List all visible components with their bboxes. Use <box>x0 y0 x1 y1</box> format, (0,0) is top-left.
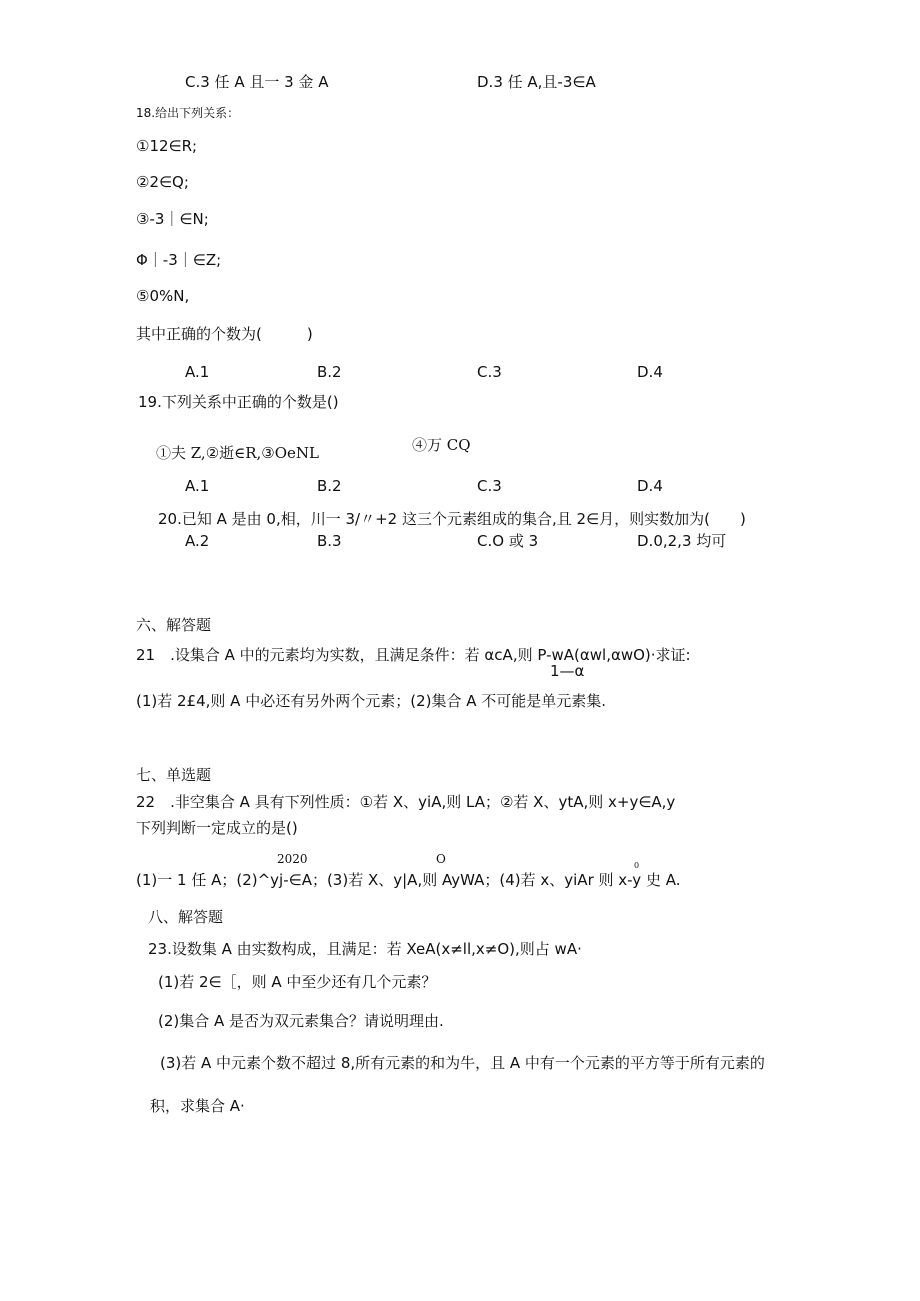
q22-stem: 22 .非空集合 A 具有下列性质：①若 X、yiA,则 LA；②若 X、ytA,则 x+y∈A,y <box>136 793 676 811</box>
q19-option-c: C.3 <box>477 477 502 495</box>
q19-stem: 19.下列关系中正确的个数是() <box>138 393 339 411</box>
q18-item-4: Φ｜-3｜∈Z; <box>136 251 222 269</box>
q21-denominator: 1—α <box>550 662 585 680</box>
q22-line2: 下列判断一定成立的是() <box>136 819 298 837</box>
q17-option-d: D.3 任 A,且-3∈A <box>477 73 596 91</box>
q18-item-3: ③-3｜∈N; <box>136 210 209 228</box>
q19-items-left: ①夫 Z,②逝∈R,③OeNL <box>156 444 320 462</box>
q20-option-b: B.3 <box>317 532 342 550</box>
q20-stem: 20.已知 A 是由 0,相，川一 3/〃+2 这三个元素组成的集合,且 2∈月，则实数加为( ) <box>158 510 746 528</box>
q18-item-1: ①12∈R; <box>136 137 198 155</box>
section-7-title: 七、单选题 <box>136 766 212 784</box>
q19-option-a: A.1 <box>185 477 210 495</box>
q18-item-2: ②2∈Q; <box>136 173 189 191</box>
section-8-title: 八、解答题 <box>148 908 224 926</box>
q21-parts: (1)若 2£4,则 A 中必还有另外两个元素；(2)集合 A 不可能是单元素集. <box>136 692 607 710</box>
q20-option-a: A.2 <box>185 532 210 550</box>
q19-items-right: ④万 CQ <box>412 436 471 454</box>
q18-option-c: C.3 <box>477 363 502 381</box>
q23-part-2: (2)集合 A 是否为双元素集合？请说明理由. <box>158 1012 444 1030</box>
q22-superscript-1: 2020 <box>277 852 308 866</box>
q22-options: (1)一 1 任 A；(2)^yj-∈A；(3)若 X、y|A,则 AyWA；(4)若 x、yiAr 则 x-y 史 A. <box>136 871 681 889</box>
q21-stem: 21 .设集合 A 中的元素均为实数，且满足条件：若 αcA,则 P-wA(αwl,αwO)·求证: <box>136 646 691 664</box>
q18-item-5: ⑤0%N, <box>136 287 190 305</box>
q19-option-d: D.4 <box>637 477 663 495</box>
q18-option-d: D.4 <box>637 363 663 381</box>
q20-option-d: D.0,2,3 均可 <box>637 532 727 550</box>
q23-part-3: (3)若 A 中元素个数不超过 8,所有元素的和为牛，且 A 中有一个元素的平方等于所有元素的 <box>160 1054 765 1072</box>
q20-option-c: C.O 或 3 <box>477 532 539 550</box>
q17-option-c: C.3 任 A 且一 3 金 A <box>185 73 329 91</box>
q18-stem: 18.给出下列关系： <box>136 106 240 120</box>
q23-part-3-continued: 积，求集合 A· <box>150 1097 245 1115</box>
q23-part-1: (1)若 2∈［，则 A 中至少还有几个元素？ <box>158 973 437 991</box>
q23-stem: 23.设数集 A 由实数构成，且满足：若 XeA(x≠ll,x≠O),则占 wA· <box>148 940 582 958</box>
q18-question: 其中正确的个数为( ) <box>136 325 313 343</box>
q22-superscript-2: O <box>436 852 446 866</box>
q18-option-b: B.2 <box>317 363 342 381</box>
section-6-title: 六、解答题 <box>136 616 212 634</box>
q18-option-a: A.1 <box>185 363 210 381</box>
q22-superscript-3: 0 <box>634 861 640 870</box>
q19-option-b: B.2 <box>317 477 342 495</box>
